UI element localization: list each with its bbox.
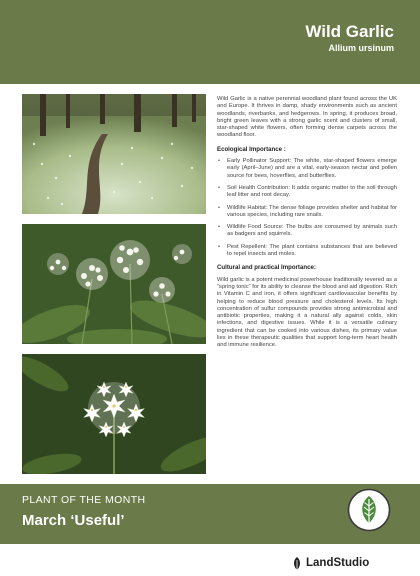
list-item: • Early Pollinator Support: The white, star-shaped flowers emerge early (April–June) and are a vital, early-season nectar and pollen source for bees, hoverflies, and butterflies. [217, 158, 397, 180]
landstudio-mark-icon [292, 557, 302, 570]
landstudio-logo [292, 556, 369, 570]
flower-cluster-photo [22, 224, 206, 344]
leaf-icon [347, 488, 391, 532]
ecological-heading: Ecological Importance : [217, 145, 286, 153]
header-band [0, 0, 420, 84]
banner-kicker: PLANT OF THE MONTH [22, 494, 146, 506]
article-text [217, 96, 397, 350]
cultural-heading: Cultural and practical Importance: [217, 264, 316, 272]
list-item: • Wildlife Food Source: The bulbs are consumed by animals such as badgers and squirrels. [217, 224, 397, 239]
ecological-list [217, 158, 397, 258]
flower-closeup-photo [22, 354, 206, 474]
woodland-photo [22, 94, 206, 214]
list-item: • Soil Health Contribution: It adds organic matter to the soil through leaf litter and root decay. [217, 185, 397, 200]
page-title: Wild Garlic [305, 22, 394, 41]
latin-name: Allium ursinum [328, 43, 394, 53]
banner-month: March ‘Useful’ [22, 512, 125, 529]
logo-text: LandStudio [306, 557, 370, 569]
list-item: • Wildlife Habitat: The dense foliage provides shelter and habitat for various species, including rare snails. [217, 205, 397, 220]
intro-paragraph: Wild Garlic is a native perennial woodland plant found across the UK and Europe. It thrives in damp, shady environments such as ancient woodlands, riverbanks, and hedgerows. In spring, it produces broad, bright green leaves with a strong garlic scent and clusters of small, star-shaped white flowers, often forming dense carpets across the woodland floor. [217, 96, 397, 139]
list-item: • Pest Repellent: The plant contains substances that are believed to repel insects and moles. [217, 244, 397, 259]
cultural-paragraph: Wild garlic is a potent medicinal powerhouse traditionally revered as a “spring tonic” for its ability to cleanse the blood and aid digestion. Rich in Vitamin C and iron, it offers significant cardiovascular benefits by helping to reduce blood pressure and cholesterol levels. Its high concentration of sulfur compounds provides strong antimicrobial and antibiotic properties, making it a natural ally against colds, skin infections, and digestive issues. While it is a versatile culinary ingredient that can be cooked into various dishes, its primary value lies in these therapeutic qualities that support long-term heart health and immune resilience. [217, 276, 397, 349]
